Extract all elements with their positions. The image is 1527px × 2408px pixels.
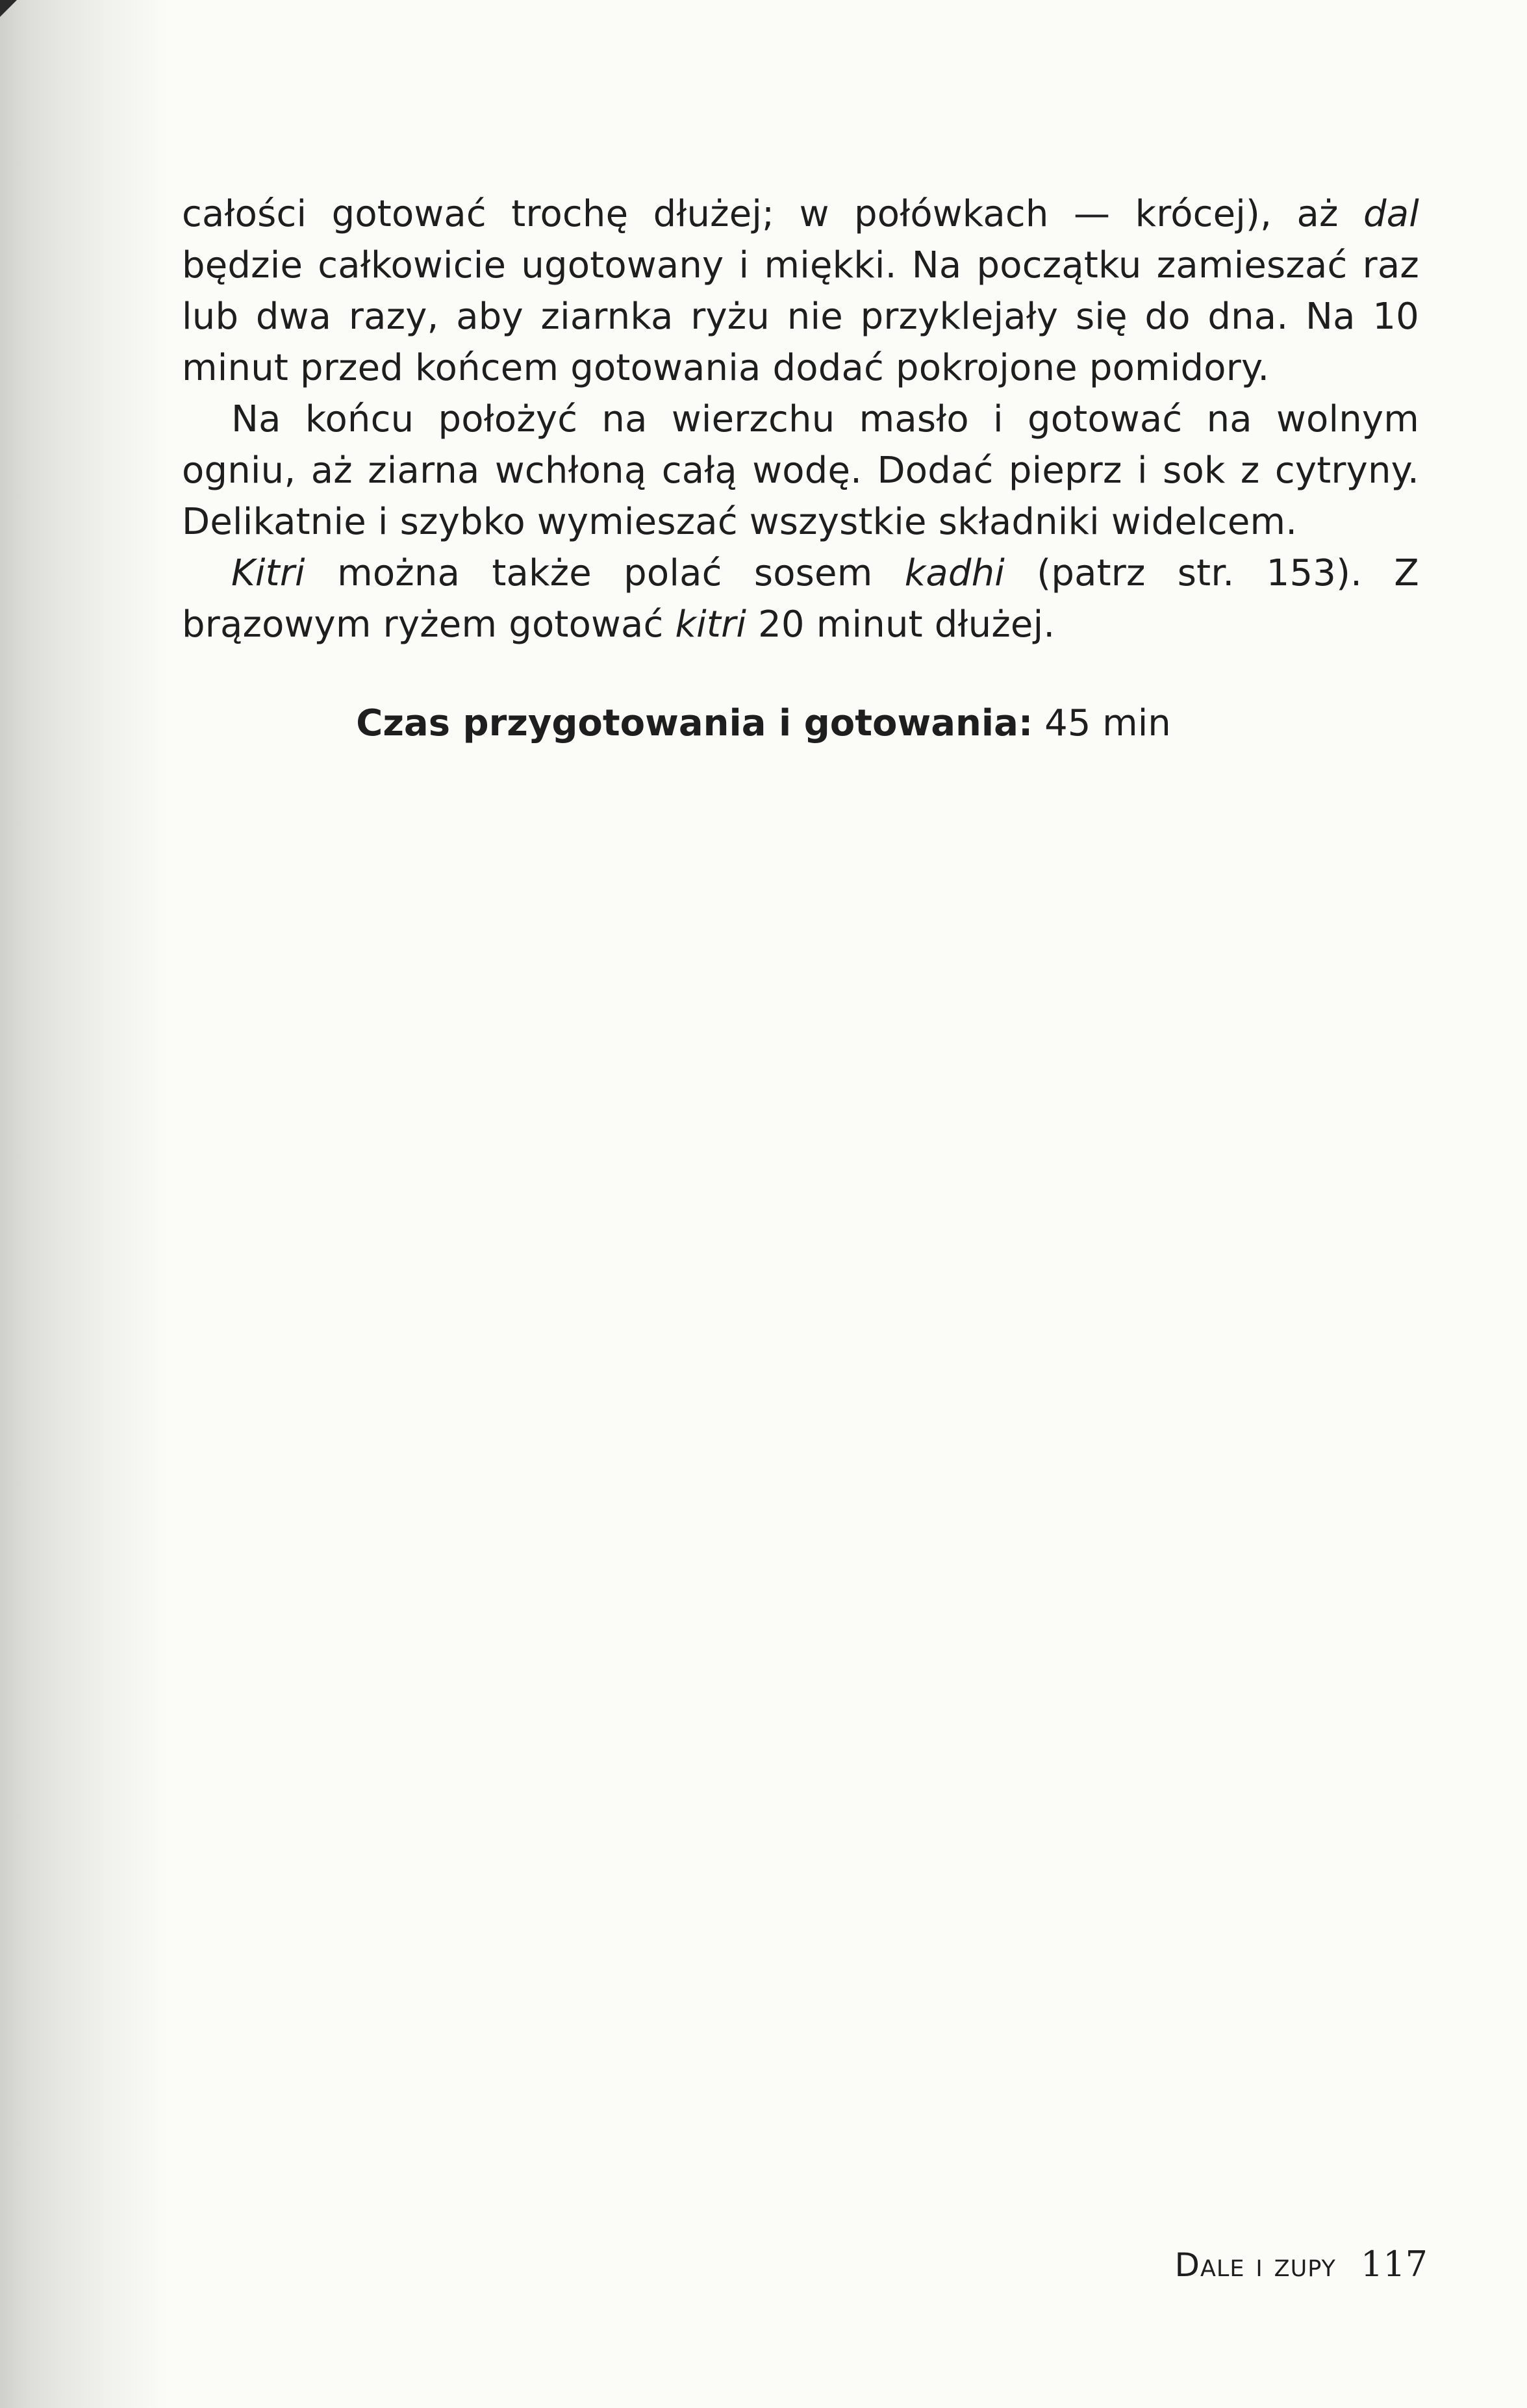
paragraph-3-italic-kadhi: kadhi (904, 552, 1005, 594)
binding-shadow (0, 0, 169, 2408)
page-footer (1174, 2242, 1428, 2288)
paragraph-3-part-3: 20 minut dłużej. (746, 603, 1055, 646)
prep-time-label: Czas przygotowania i gotowania: (356, 702, 1033, 744)
paragraph-1-italic-dal: dal (1363, 193, 1419, 235)
paragraph-3 (182, 548, 1419, 650)
paragraph-3-italic-kitri-2: kitri (675, 603, 747, 646)
paragraph-1-part-1: całości gotować trochę dłużej; w połówkach — krócej), aż (182, 193, 1363, 235)
paragraph-3-part-2: (patrz str. 153). Z brązowym ryżem gotować (182, 552, 1419, 646)
page-number: 117 (1360, 2244, 1428, 2285)
footer-section-title: Dale i zupy (1174, 2246, 1336, 2284)
paragraph-2 (182, 394, 1419, 548)
paragraph-2-text: Na końcu położyć na wierzchu masło i gotować na wolnym ogniu, aż ziarna wchłoną całą wodę. Dodać pieprz i sok z cytryny. Delikatnie i szybko wymieszać wszystkie składniki widelcem. (182, 398, 1419, 543)
paragraph-1-part-2: będzie całkowicie ugotowany i miękki. Na początku zamieszać raz lub dwa razy, aby ziarnka ryżu nie przyklejały się do dna. Na 10 minut przed końcem gotowania dodać pokrojone pomidory. (182, 244, 1419, 389)
corner-mark (0, 0, 17, 17)
body-text (182, 188, 1419, 650)
prep-time (0, 698, 1527, 750)
paragraph-1 (182, 188, 1419, 394)
prep-time-value: 45 min (1044, 702, 1171, 744)
paragraph-3-part-1: można także polać sosem (305, 552, 905, 594)
paragraph-3-italic-kitri: Kitri (231, 552, 305, 594)
